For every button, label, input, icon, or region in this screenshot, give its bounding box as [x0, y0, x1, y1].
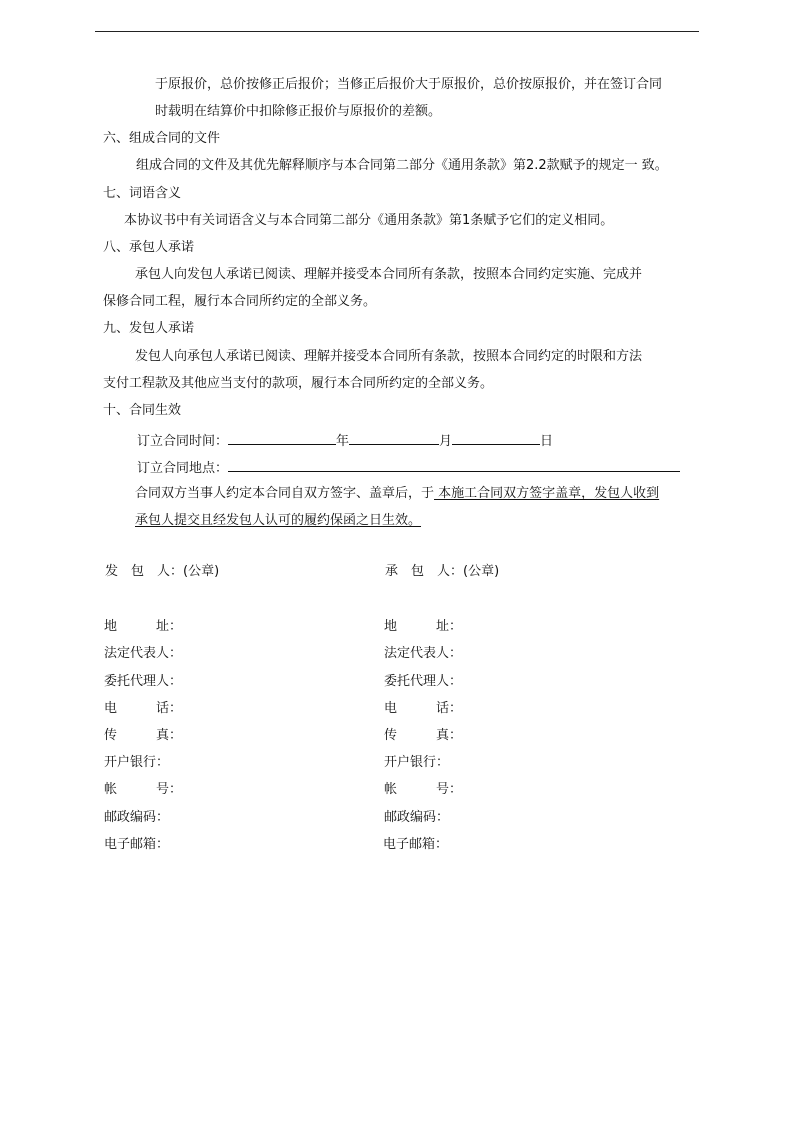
sign-day-blank: [452, 430, 540, 445]
year-label: 年: [336, 434, 350, 449]
section-7-body: 本协议书中有关词语含义与本合同第二部分《通用条款》第1条赋予它们的定义相同。: [124, 213, 614, 228]
section-8-heading: 八、承包人承诺: [103, 240, 195, 255]
right-postcode-label: 邮政编码：: [384, 810, 450, 825]
right-agent-label: 委托代理人：: [384, 674, 463, 689]
left-account-label: 帐 号：: [104, 782, 183, 797]
day-label: 日: [540, 434, 554, 449]
sign-time-row: [137, 430, 553, 451]
sign-place-row: [137, 457, 680, 478]
sign-year-blank: [228, 430, 336, 445]
section-7-heading: 七、词语含义: [103, 186, 182, 201]
sign-month-blank: [349, 430, 439, 445]
section-8-line-1: 承包人向发包人承诺已阅读、理解并接受本合同所有条款，按照本合同约定实施、完成并: [135, 267, 643, 282]
right-fax-label: 传 真：: [384, 728, 463, 743]
section-6-body: 组成合同的文件及其优先解释顺序与本合同第二部分《通用条款》第2.2款赋予的规定一 致。: [136, 158, 668, 173]
section-9-heading: 九、发包人承诺: [103, 321, 195, 336]
effect-clause-line-2: 承包人提交且经发包人认可的履约保函之日生效。: [135, 513, 422, 528]
section-9-line-1: 发包人向承包人承诺已阅读、理解并接受本合同所有条款，按照本合同约定的时限和方法: [135, 349, 643, 364]
right-legal-rep-label: 法定代表人：: [384, 646, 463, 661]
section-6-heading: 六、组成合同的文件: [103, 131, 221, 146]
effect-prefix: 合同双方当事人约定本合同自双方签字、盖章后，于: [135, 486, 435, 501]
continuation-line-2: 时载明在结算价中扣除修正报价与原报价的差额。: [155, 104, 442, 119]
right-email-label: 电子邮箱：: [383, 837, 449, 852]
right-bank-label: 开户银行：: [384, 755, 450, 770]
left-legal-rep-label: 法定代表人：: [104, 646, 183, 661]
left-email-label: 电子邮箱：: [104, 837, 170, 852]
left-agent-label: 委托代理人：: [104, 674, 183, 689]
section-8-line-2: 保修合同工程，履行本合同所约定的全部义务。: [103, 294, 377, 309]
left-address-label: 地 址：: [104, 619, 183, 634]
left-party-label: 发 包 人：(公章): [105, 564, 220, 579]
sign-time-label: 订立合同时间：: [137, 434, 229, 449]
left-bank-label: 开户银行：: [104, 755, 170, 770]
right-account-label: 帐 号：: [384, 782, 463, 797]
sign-place-label: 订立合同地点：: [137, 461, 229, 476]
right-phone-label: 电 话：: [384, 701, 463, 716]
right-party-label: 承 包 人：(公章): [385, 564, 500, 579]
continuation-line-1: 于原报价，总价按修正后报价；当修正后报价大于原报价，总价按原报价，并在签订合同: [155, 77, 663, 92]
section-9-line-2: 支付工程款及其他应当支付的款项，履行本合同所约定的全部义务。: [103, 376, 494, 391]
sign-place-blank: [228, 457, 680, 472]
effect-underlined-1: 本施工合同双方签字盖章，发包人收到: [434, 486, 660, 501]
right-address-label: 地 址：: [384, 619, 463, 634]
section-10-heading: 十、合同生效: [103, 403, 182, 418]
left-phone-label: 电 话：: [104, 701, 183, 716]
left-fax-label: 传 真：: [104, 728, 183, 743]
left-postcode-label: 邮政编码：: [104, 810, 170, 825]
header-rule: [95, 31, 699, 32]
month-label: 月: [439, 434, 453, 449]
effect-clause-line-1: [135, 485, 659, 503]
